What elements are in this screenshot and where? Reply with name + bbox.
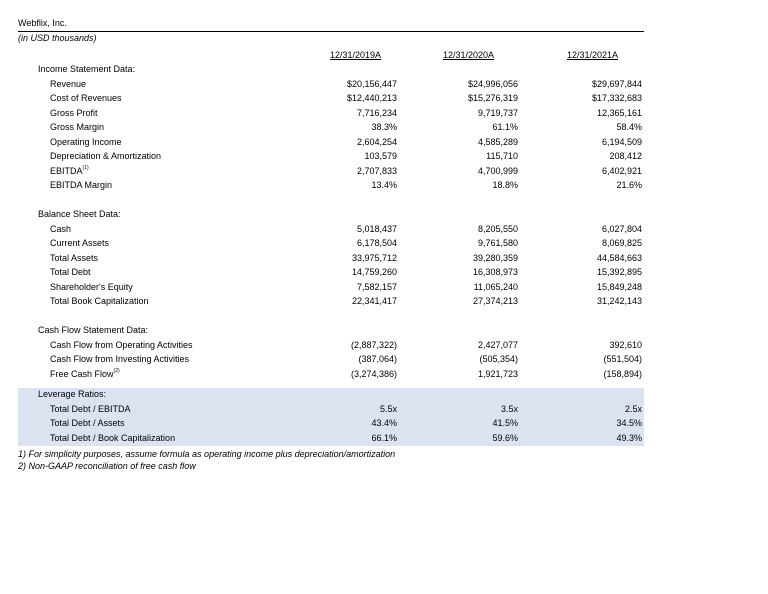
value-cell: 34.5%: [520, 417, 644, 432]
row-label: Total Debt / Assets: [18, 417, 283, 432]
column-header: 12/31/2019A: [329, 49, 381, 60]
table-row: [18, 431, 644, 446]
value-cell: $29,697,844: [591, 78, 642, 89]
value-cell: 33,975,712: [351, 252, 397, 263]
value-cell: 7,582,157: [356, 281, 397, 292]
row-label: Total Book Capitalization: [50, 296, 149, 307]
table-row: [18, 402, 644, 417]
section-spacer: [18, 309, 644, 324]
value-cell: 1,921,723: [477, 368, 518, 379]
value-cell: $17,332,683: [591, 93, 642, 104]
table-row: [18, 266, 644, 281]
value-cell: 59.6%: [399, 431, 520, 446]
footnote-1: 1) For simplicity purposes, assume formula as operating income plus depreciation/amortization: [18, 449, 396, 459]
value-cell: $12,440,213: [346, 93, 397, 104]
value-cell: (3,274,386): [350, 368, 397, 379]
value-cell: 13.4%: [371, 180, 397, 191]
table-row: [18, 295, 644, 310]
row-label: EBITDA$^{(1)}$: [50, 164, 89, 176]
value-cell: 6,194,509: [601, 136, 642, 147]
table-row: [18, 150, 644, 165]
value-cell: 103,579: [364, 151, 397, 162]
section-title-row: [18, 388, 644, 403]
value-cell: 39,280,359: [472, 252, 518, 263]
value-cell: $24,996,056: [467, 78, 518, 89]
table-row: [18, 77, 644, 92]
value-cell: $15,276,319: [467, 93, 518, 104]
value-cell: 12,365,161: [596, 107, 642, 118]
table-row: [18, 280, 644, 295]
value-cell: 27,374,213: [472, 296, 518, 307]
row-label: Shareholder's Equity: [50, 281, 133, 292]
value-cell: 2,427,077: [477, 339, 518, 350]
value-cell: 44,584,663: [596, 252, 642, 263]
section-title: Leverage Ratios:: [18, 388, 644, 403]
row-label: Total Debt: [50, 267, 91, 278]
value-cell: 49.3%: [520, 431, 644, 446]
value-cell: 6,027,804: [601, 223, 642, 234]
value-cell: 31,242,143: [596, 296, 642, 307]
row-label: Gross Margin: [50, 122, 105, 133]
value-cell: 7,716,234: [356, 107, 397, 118]
value-cell: 208,412: [609, 151, 642, 162]
value-cell: 15,392,895: [596, 267, 642, 278]
value-cell: 14,759,260: [351, 267, 397, 278]
column-header: 12/31/2020A: [442, 49, 494, 60]
table-row: [18, 179, 644, 194]
table-row: [18, 135, 644, 150]
table-row: [18, 367, 644, 382]
value-cell: (387,064): [358, 354, 397, 365]
value-cell: (2,887,322): [350, 339, 397, 350]
row-label: Depreciation & Amortization: [50, 151, 162, 162]
section-title-row: [18, 324, 644, 339]
value-cell: 11,065,240: [473, 281, 518, 292]
row-label: Gross Profit: [50, 107, 98, 118]
table-row: [18, 106, 644, 121]
value-cell: 5.5x: [283, 402, 399, 417]
value-cell: 41.5%: [399, 417, 520, 432]
value-cell: 58.4%: [616, 122, 642, 133]
company-name: Webflix, Inc.: [18, 18, 644, 32]
table-row: [18, 237, 644, 252]
row-label: Current Assets: [50, 238, 110, 249]
value-cell: 3.5x: [399, 402, 520, 417]
value-cell: 15,849,248: [596, 281, 642, 292]
header-blank: [18, 48, 283, 63]
value-cell: 2,604,254: [356, 136, 397, 147]
footnotes: [18, 448, 395, 472]
value-cell: 6,402,921: [601, 165, 642, 176]
value-cell: $20,156,447: [346, 78, 397, 89]
value-cell: 392,610: [609, 339, 642, 350]
row-label: Operating Income: [50, 136, 122, 147]
value-cell: 22,341,417: [351, 296, 397, 307]
row-label: Cash Flow from Operating Activities: [50, 339, 193, 350]
row-label: EBITDA Margin: [50, 180, 113, 191]
row-label: Free Cash Flow$^{(2)}$: [50, 367, 120, 379]
section-title: Cash Flow Statement Data:: [38, 325, 149, 336]
footnote-2: 2) Non-GAAP reconciliation of free cash flow: [18, 461, 196, 471]
table-row: [18, 251, 644, 266]
row-label: Revenue: [50, 78, 87, 89]
value-cell: 66.1%: [283, 431, 399, 446]
value-cell: 2,707,833: [356, 165, 397, 176]
value-cell: 115,710: [486, 151, 518, 162]
row-label: Cost of Revenues: [50, 93, 122, 104]
value-cell: 9,761,580: [477, 238, 518, 249]
row-label: Total Debt / Book Capitalization: [18, 431, 283, 446]
table-row: [18, 164, 644, 179]
row-label: Total Assets: [50, 252, 99, 263]
value-cell: 6,178,504: [356, 238, 397, 249]
value-cell: 43.4%: [283, 417, 399, 432]
footnote-marker: (2): [113, 367, 120, 374]
value-cell: (551,504): [603, 354, 642, 365]
value-cell: 2.5x: [520, 402, 644, 417]
value-cell: 5,018,437: [356, 223, 397, 234]
table-row: [18, 92, 644, 107]
financial-summary-sheet: [18, 18, 644, 471]
value-cell: 61.1%: [492, 122, 518, 133]
value-cell: (505,354): [479, 354, 518, 365]
units-note: (in USD thousands): [18, 33, 97, 43]
table-row: [18, 222, 644, 237]
value-cell: 9,719,737: [477, 107, 518, 118]
value-cell: 21.6%: [616, 180, 642, 191]
table-row: [18, 121, 644, 136]
section-spacer: [18, 193, 644, 208]
value-cell: 16,308,973: [472, 267, 518, 278]
row-label: Cash Flow from Investing Activities: [50, 354, 190, 365]
value-cell: 8,205,550: [477, 223, 518, 234]
footnote-marker: (1): [82, 164, 89, 171]
row-label: Total Debt / EBITDA: [18, 402, 283, 417]
value-cell: 4,585,289: [477, 136, 518, 147]
row-label: Cash: [50, 223, 72, 234]
table-row: [18, 338, 644, 353]
section-title-row: [18, 63, 644, 78]
section-title: Income Statement Data:: [38, 64, 136, 75]
value-cell: 18.8%: [492, 180, 518, 191]
table-row: [18, 353, 644, 368]
value-cell: 38.3%: [371, 122, 397, 133]
column-header-row: [18, 48, 644, 63]
value-cell: 4,700,999: [477, 165, 518, 176]
table-row: [18, 417, 644, 432]
column-header: 12/31/2021A: [566, 49, 618, 60]
section-title: Balance Sheet Data:: [38, 209, 121, 220]
financial-table: [18, 48, 644, 446]
section-title-row: [18, 208, 644, 223]
value-cell: 8,069,825: [601, 238, 642, 249]
value-cell: (158,894): [603, 368, 642, 379]
